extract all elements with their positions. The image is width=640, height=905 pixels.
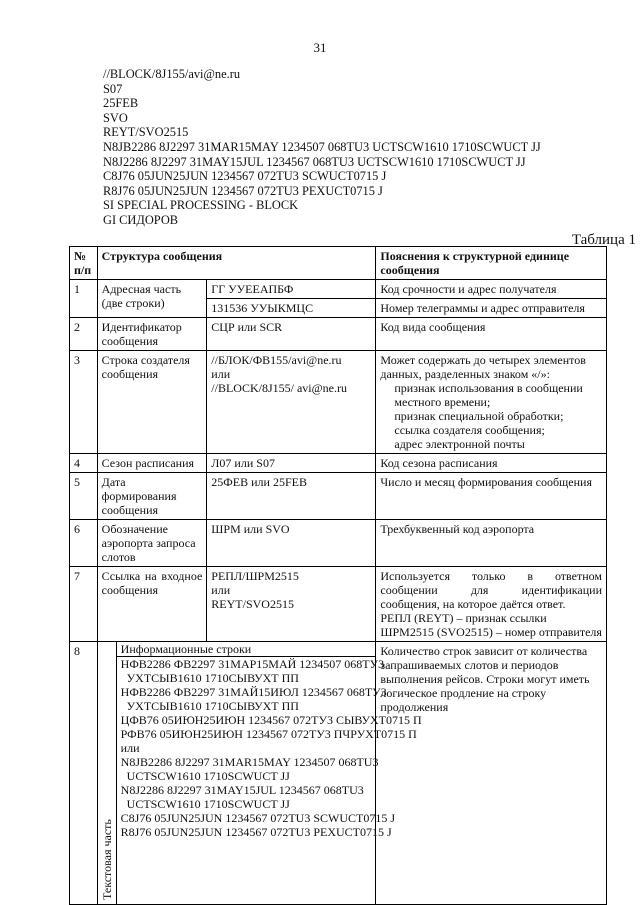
info-line: УХТСЫВ1610 1710СЫВУХТ ПП	[126, 699, 299, 713]
example-line: или	[211, 583, 231, 597]
table-caption: Таблица 1	[571, 232, 636, 248]
message-line: C8J76 05JUN25JUN 1234567 072TU3 SCWUCT0715 J	[103, 169, 387, 184]
explanation-line: признак использования в сообщении местного времени;	[394, 381, 583, 409]
table-row	[70, 280, 607, 299]
explanation-line: признак специальной обработки;	[394, 409, 564, 423]
row-explanation: Число и месяц формирования сообщения	[376, 473, 607, 520]
table-row	[70, 318, 607, 351]
info-line: C8J76 05JUN25JUN 1234567 072TU3 SCWUCT0715 J	[120, 811, 396, 825]
row-num: 2	[70, 318, 98, 351]
example-line: REYT/SVO2515	[211, 597, 294, 611]
row-example	[207, 351, 376, 454]
info-line: UCTSCW1610 1710SCWUCT JJ	[126, 797, 290, 811]
row-num: 4	[70, 454, 98, 473]
info-line: НФВ2286 ФВ2297 31МАР15МАЙ 1234507 068ТУ3	[120, 657, 385, 671]
table-header-row	[70, 247, 607, 280]
row-part: Обозначение аэропорта запроса слотов	[97, 520, 207, 567]
message-line: REYT/SVO2515	[103, 125, 189, 140]
row-num: 5	[70, 473, 98, 520]
info-line: РФВ76 05ИЮН25ИЮН 1234567 072ТУ3 ПЧРУХТ0715 П	[120, 727, 417, 741]
row-explanation: Количество строк зависит от количества запрашиваемых слотов и периодов выполнения рейсов. Строки могут иметь логическое продление на строку продолжения	[376, 642, 607, 905]
row-explanation: Код сезона расписания	[376, 454, 607, 473]
info-lines	[116, 642, 422, 904]
explanation-line: ссылка создателя сообщения;	[394, 423, 545, 437]
vertical-label: Текстовая часть	[99, 819, 114, 900]
info-line: УХТСЫВ1610 1710СЫВУХТ ПП	[126, 671, 299, 685]
vertical-label-cell	[98, 642, 117, 904]
row-part: Адресная часть (две строки)	[97, 280, 207, 318]
message-line: R8J76 05JUN25JUN 1234567 072TU3 PEXUCT0715 J	[103, 183, 383, 198]
page-number: 31	[313, 40, 327, 55]
message-line: GI СИДОРОВ	[103, 212, 179, 227]
row-explanation: Номер телеграммы и адрес отправителя	[376, 299, 607, 318]
row-part: Дата формирования сообщения	[97, 473, 207, 520]
row-num: 6	[70, 520, 98, 567]
text-part-cell	[97, 642, 422, 905]
text-part-inner	[98, 642, 422, 904]
info-line: R8J76 05JUN25JUN 1234567 072TU3 PEXUCT0715 J	[120, 825, 392, 839]
info-line: N8J2286 8J2297 31MAY15JUL 1234567 068TU3	[120, 783, 364, 797]
row-explanation	[376, 351, 607, 454]
row-num: 3	[70, 351, 98, 454]
example-line: РЕПЛ/ШРМ2515	[211, 569, 299, 583]
row-part: Строка создателя сообщения	[97, 351, 207, 454]
info-line: НФВ2286 ФВ2297 31МАЙ15ИЮЛ 1234567 068ТУ3	[120, 685, 387, 699]
row-example: ГГ УУЕЕАПБФ	[207, 280, 376, 299]
header-explanation: Пояснения к структурной единице сообщения	[376, 247, 607, 280]
message-line: N8J2286 8J2297 31MAY15JUL 1234567 068TU3 UCTSCW1610 1710SCWUCT JJ	[103, 154, 526, 169]
message-line: 25FEB	[103, 96, 139, 111]
message-line: //BLOCK/8J155/avi@ne.ru	[103, 67, 241, 81]
info-line: ЦФВ76 05ИЮН25ИЮН 1234567 072ТУ3 СЫВУХТ0715 П	[120, 713, 422, 727]
row-num: 7	[70, 567, 98, 642]
row-example: 131536 УУЫКМЦС	[207, 299, 376, 318]
header-structure: Структура сообщения	[97, 247, 376, 280]
explanation-line: РЕПЛ (REYT) – признак ссылки	[380, 611, 547, 625]
structure-table	[69, 246, 607, 905]
info-line: или	[120, 741, 140, 755]
example-line: //БЛОК/ФВ155/avi@ne.ru	[211, 353, 342, 367]
row-part: Ссылка на входное сообщения	[97, 567, 207, 642]
row-explanation: Код срочности и адрес получателя	[376, 280, 607, 299]
message-line: SVO	[103, 110, 128, 125]
explanation-line: адрес электронной почты	[394, 437, 525, 451]
row-example: ШРМ или SVO	[207, 520, 376, 567]
table-row	[70, 520, 607, 567]
explanation-line: Может содержать до четырех элементов данных, разделенных знаком «/»:	[380, 353, 586, 381]
message-line: N8JB2286 8J2297 31MAR15MAY 1234507 068TU3 UCTSCW1610 1710SCWUCT JJ	[103, 139, 541, 154]
table-row	[70, 642, 607, 905]
row-part: Идентификатор сообщения	[97, 318, 207, 351]
row-example	[207, 567, 376, 642]
message-example	[103, 67, 541, 228]
table-row	[70, 454, 607, 473]
info-header: Информационные строки	[117, 642, 376, 657]
table-row	[70, 567, 607, 642]
explanation-line: Используется только в ответном сообщении для идентификации сообщения, на которое даётся ответ.	[380, 569, 602, 611]
explanation-line: ШРМ2515 (SVO2515) – номер отправителя	[380, 625, 602, 639]
message-line: S07	[103, 81, 123, 96]
example-line: //BLOCK/8J155/ avi@ne.ru	[211, 381, 348, 395]
example-line: или	[211, 367, 231, 381]
info-line: N8JB2286 8J2297 31MAR15MAY 1234507 068TU3	[120, 755, 379, 769]
message-line: SI SPECIAL PROCESSING - BLOCK	[103, 198, 299, 213]
row-example: Л07 или S07	[207, 454, 376, 473]
row-num: 8	[70, 642, 98, 905]
table-row	[70, 351, 607, 454]
header-num: № п/п	[70, 247, 98, 280]
row-example: СЦР или SCR	[207, 318, 376, 351]
row-explanation: Трехбуквенный код аэропорта	[376, 520, 607, 567]
row-explanation	[376, 567, 607, 642]
table-row	[70, 473, 607, 520]
row-example: 25ФЕВ или 25FEB	[207, 473, 376, 520]
row-part: Сезон расписания	[97, 454, 207, 473]
row-explanation: Код вида сообщения	[376, 318, 607, 351]
row-num: 1	[70, 280, 98, 318]
info-line: UCTSCW1610 1710SCWUCT JJ	[126, 769, 290, 783]
